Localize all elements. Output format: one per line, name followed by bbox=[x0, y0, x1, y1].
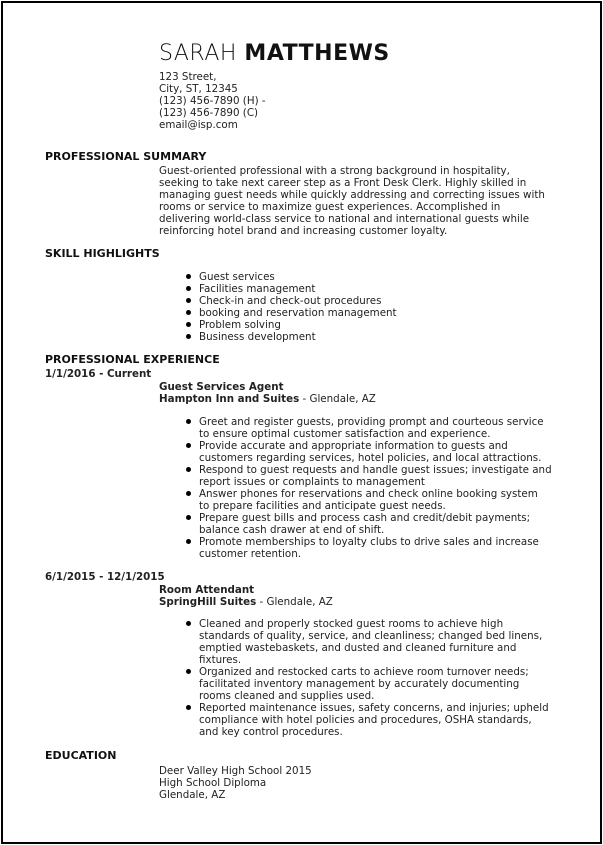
text-line: customer retention. bbox=[199, 548, 301, 560]
text-line: email@isp.com bbox=[159, 119, 238, 131]
text-line: emptied wastebaskets, and dusted and cleaned furniture and bbox=[199, 642, 517, 654]
text-line: Prepare guest bills and process cash and credit/debit payments; bbox=[199, 512, 531, 524]
text-line: to ensure optimal customer satisfaction and experience. bbox=[199, 428, 491, 440]
text-line: rooms cleaned and supplies used. bbox=[199, 690, 375, 702]
text-line: Reported maintenance issues, safety concerns, and injuries; upheld bbox=[199, 702, 549, 714]
text-line: fixtures. bbox=[199, 654, 242, 666]
section-heading-summary: PROFESSIONAL SUMMARY bbox=[45, 150, 207, 163]
job-bullet bbox=[185, 464, 552, 488]
first-name: SARAH bbox=[159, 41, 237, 66]
section-heading-experience: PROFESSIONAL EXPERIENCE bbox=[45, 353, 220, 366]
text-line: managing guest needs while quickly addressing and correcting issues with bbox=[159, 189, 545, 201]
text-line: City, ST, 12345 bbox=[159, 83, 238, 95]
text-line: High School Diploma bbox=[159, 777, 267, 789]
contact-info bbox=[159, 71, 266, 131]
skill-item: booking and reservation management bbox=[185, 307, 397, 319]
job-bullet bbox=[185, 440, 552, 464]
text-line: Guest-oriented professional with a strong background in hospitality, bbox=[159, 165, 510, 177]
text-line: balance cash drawer at end of shift. bbox=[199, 524, 385, 536]
job-bullet bbox=[185, 666, 549, 702]
job-header bbox=[159, 584, 333, 608]
text-line: standards of quality, service, and cleanliness; changed bed linens, bbox=[199, 630, 543, 642]
job-dates: 6/1/2015 - 12/1/2015 bbox=[45, 571, 165, 583]
text-line: Glendale, AZ bbox=[159, 789, 226, 801]
job-dates: 1/1/2016 - Current bbox=[45, 368, 152, 380]
last-name: MATTHEWS bbox=[244, 41, 390, 66]
skill-item: Check-in and check-out procedures bbox=[185, 295, 397, 307]
job-header bbox=[159, 381, 376, 405]
skill-item: Problem solving bbox=[185, 319, 397, 331]
summary-text bbox=[159, 165, 545, 237]
section-heading-skills: SKILL HIGHLIGHTS bbox=[45, 247, 160, 260]
text-line: Organized and restocked carts to achieve room turnover needs; bbox=[199, 666, 529, 678]
skills-list bbox=[185, 271, 397, 343]
text-line: (123) 456-7890 (C) bbox=[159, 107, 259, 119]
text-line: customers regarding services, hotel policies, and local attractions. bbox=[199, 452, 542, 464]
job-bullet bbox=[185, 618, 549, 666]
skill-item: Business development bbox=[185, 331, 397, 343]
text-line: and key control procedures. bbox=[199, 726, 343, 738]
company-name: SpringHill Suites bbox=[159, 596, 257, 608]
job-bullet bbox=[185, 512, 552, 536]
section-heading-education: EDUCATION bbox=[45, 749, 117, 762]
text-line: facilitated inventory management by accurately documenting bbox=[199, 678, 520, 690]
text-line: delivering world-class service to national and international guests while bbox=[159, 213, 530, 225]
text-line: rooms or service to maximize guest experiences. Accomplished in bbox=[159, 201, 501, 213]
text-line: compliance with hotel policies and procedures, OSHA standards, bbox=[199, 714, 532, 726]
text-line: to prepare facilities and anticipate guest needs. bbox=[199, 500, 446, 512]
text-line: Greet and register guests, providing prompt and courteous service bbox=[199, 416, 544, 428]
text-line: Provide accurate and appropriate information to guests and bbox=[199, 440, 508, 452]
skill-item: Facilities management bbox=[185, 283, 397, 295]
job-bullets bbox=[185, 416, 552, 560]
company-name: Hampton Inn and Suites bbox=[159, 393, 300, 405]
job-title: Guest Services Agent bbox=[159, 381, 284, 393]
job-location: - Glendale, AZ bbox=[256, 596, 333, 608]
job-bullet bbox=[185, 488, 552, 512]
text-line: Cleaned and properly stocked guest rooms to achieve high bbox=[199, 618, 504, 630]
text-line: (123) 456-7890 (H) - bbox=[159, 95, 266, 107]
job-bullet bbox=[185, 536, 552, 560]
text-line: Respond to guest requests and handle guest issues; investigate and bbox=[199, 464, 552, 476]
text-line: Promote memberships to loyalty clubs to drive sales and increase bbox=[199, 536, 539, 548]
text-line: report issues or complaints to management bbox=[199, 476, 425, 488]
education-details bbox=[159, 765, 312, 801]
candidate-name bbox=[159, 41, 390, 66]
job-location: - Glendale, AZ bbox=[299, 393, 376, 405]
text-line: Answer phones for reservations and check online booking system bbox=[199, 488, 538, 500]
job-title: Room Attendant bbox=[159, 584, 255, 596]
text-line: 123 Street, bbox=[159, 71, 217, 83]
job-bullet bbox=[185, 702, 549, 738]
text-line: seeking to take next career step as a Front Desk Clerk. Highly skilled in bbox=[159, 177, 527, 189]
text-line: reinforcing hotel brand and increasing customer loyalty. bbox=[159, 225, 448, 237]
text-line: Deer Valley High School 2015 bbox=[159, 765, 312, 777]
skill-item: Guest services bbox=[185, 271, 397, 283]
job-bullets bbox=[185, 618, 549, 738]
job-bullet bbox=[185, 416, 552, 440]
